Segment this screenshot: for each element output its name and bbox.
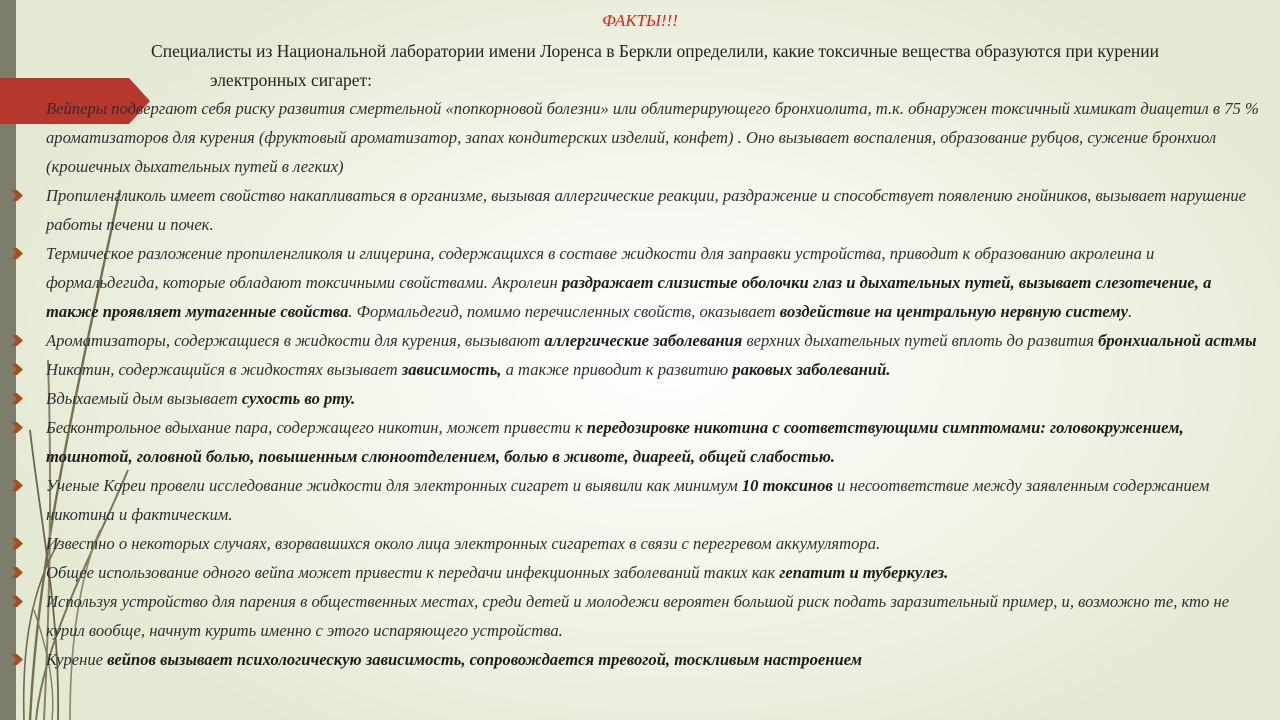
arrow-bullet-icon: [12, 190, 23, 201]
fact-text: Общее использование одного вейпа может привести к передачи инфекционных заболеваний таких как: [46, 563, 780, 582]
slide-title: ФАКТЫ!!!: [602, 11, 678, 30]
arrow-bullet-icon: [12, 567, 23, 578]
fact-text: .: [1127, 302, 1133, 321]
fact-emphasis: бронхиальной астмы: [1098, 331, 1257, 350]
intro-line-2: электронных сигарет:: [210, 70, 373, 90]
fact-text: Ароматизаторы, содержащиеся в жидкости для курения, вызывают: [46, 331, 545, 350]
fact-emphasis: гепатит и туберкулез.: [779, 563, 949, 582]
fact-text: Курение: [46, 650, 108, 669]
arrow-bullet-icon: [12, 364, 23, 375]
arrow-bullet-icon: [12, 596, 23, 607]
fact-text: . Формальдегид, помимо перечисленных свойств, оказывает: [348, 302, 780, 321]
fact-text: Термическое разложение пропиленгликоля и глицерина, содержащихся в составе жидкости для заправки устройства, приводит к образованию акролеина и формальдегида, которые обладают токсичными свойствами. Акролеин: [46, 244, 1155, 292]
arrow-bullet-icon: [12, 538, 23, 549]
fact-item: [46, 413, 1268, 471]
fact-emphasis: аллергические заболевания: [544, 331, 743, 350]
fact-item: [46, 384, 1268, 413]
fact-text: Используя устройство для парения в общественных местах, среди детей и молодежи вероятен большой риск подать заразительный пример, и, возможно те, кто не курил вообще, начнут курить именно с этого испаряющего устройства.: [46, 592, 1230, 640]
fact-text: а также приводит к развитию: [501, 360, 733, 379]
arrow-bullet-icon: [12, 654, 23, 665]
fact-text: Никотин, содержащийся в жидкостях вызывает: [46, 360, 402, 379]
fact-item: [46, 558, 1268, 587]
fact-item: [46, 326, 1268, 355]
fact-item: [46, 181, 1268, 239]
fact-item: [46, 355, 1268, 384]
fact-item: [46, 529, 1268, 558]
fact-text: Вдыхаемый дым вызывает: [46, 389, 242, 408]
fact-emphasis: вейпов вызывает психологическую зависимость, сопровождается тревогой, тоскливым настроением: [107, 650, 862, 669]
intro-line-1: Специалисты из Национальной лаборатории имени Лоренса в Беркли определили, какие токсичные вещества образуются при курении: [151, 41, 1159, 61]
fact-emphasis: воздействие на центральную нервную систему: [779, 302, 1128, 321]
arrow-bullet-icon: [12, 335, 23, 346]
arrow-bullet-icon: [12, 393, 23, 404]
fact-emphasis: передозировке никотина с соответствующими симптомами: головокружением, тошнотой, головной болью, повышенным слюноотделением, болью в животе, диареей, общей слабостью.: [46, 418, 1184, 466]
fact-item: [46, 239, 1268, 326]
fact-item: [46, 471, 1268, 529]
fact-text: верхних дыхательных путей вплоть до развития: [742, 331, 1099, 350]
fact-emphasis: раковых заболеваний.: [732, 360, 891, 379]
fact-item: [46, 645, 1268, 674]
arrow-bullet-icon: [12, 480, 23, 491]
fact-text: Пропиленгликоль имеет свойство накапливаться в организме, вызывая аллергические реакции, раздражение и способствует появлению гнойников, вызывает нарушение работы печени и почек.: [46, 186, 1247, 234]
fact-item: [46, 94, 1268, 181]
fact-text: Известно о некоторых случаях, взорвавшихся около лица электронных сигаретах в связи с перегревом аккумулятора.: [46, 534, 881, 553]
fact-text: и несоответствие между заявленным содержанием никотина и фактическим.: [46, 476, 1210, 524]
fact-item: [46, 587, 1268, 645]
intro-paragraph: [50, 37, 1260, 95]
fact-emphasis: сухость во рту.: [241, 389, 356, 408]
fact-emphasis: 10 токсинов: [741, 476, 833, 495]
facts-list: [46, 94, 1268, 674]
fact-text: Ученые Кореи провели исследование жидкости для электронных сигарет и выявили как минимум: [46, 476, 742, 495]
fact-text: Вейперы подвергают себя риску развития смертельной «попкорновой болезни» или облитерирующего бронхиолита, т.к. обнаружен токсичный химикат диацетил в 75 % ароматизаторов для курения (фруктовый ароматизатор, запах кондитерских изделий, конфет) . Оно вызывает воспаления, образование рубцов, сужение бронхиол (крошечных дыхательных путей в легких): [46, 99, 1259, 176]
arrow-bullet-icon: [12, 248, 23, 259]
fact-emphasis: раздражает слизистые оболочки глаз и дыхательных путей, вызывает слезотечение, а также проявляет мутагенные свойства: [46, 273, 1212, 321]
fact-emphasis: зависимость,: [401, 360, 502, 379]
arrow-bullet-icon: [12, 422, 23, 433]
fact-text: Бесконтрольное вдыхание пара, содержащего никотин, может привести к: [46, 418, 587, 437]
